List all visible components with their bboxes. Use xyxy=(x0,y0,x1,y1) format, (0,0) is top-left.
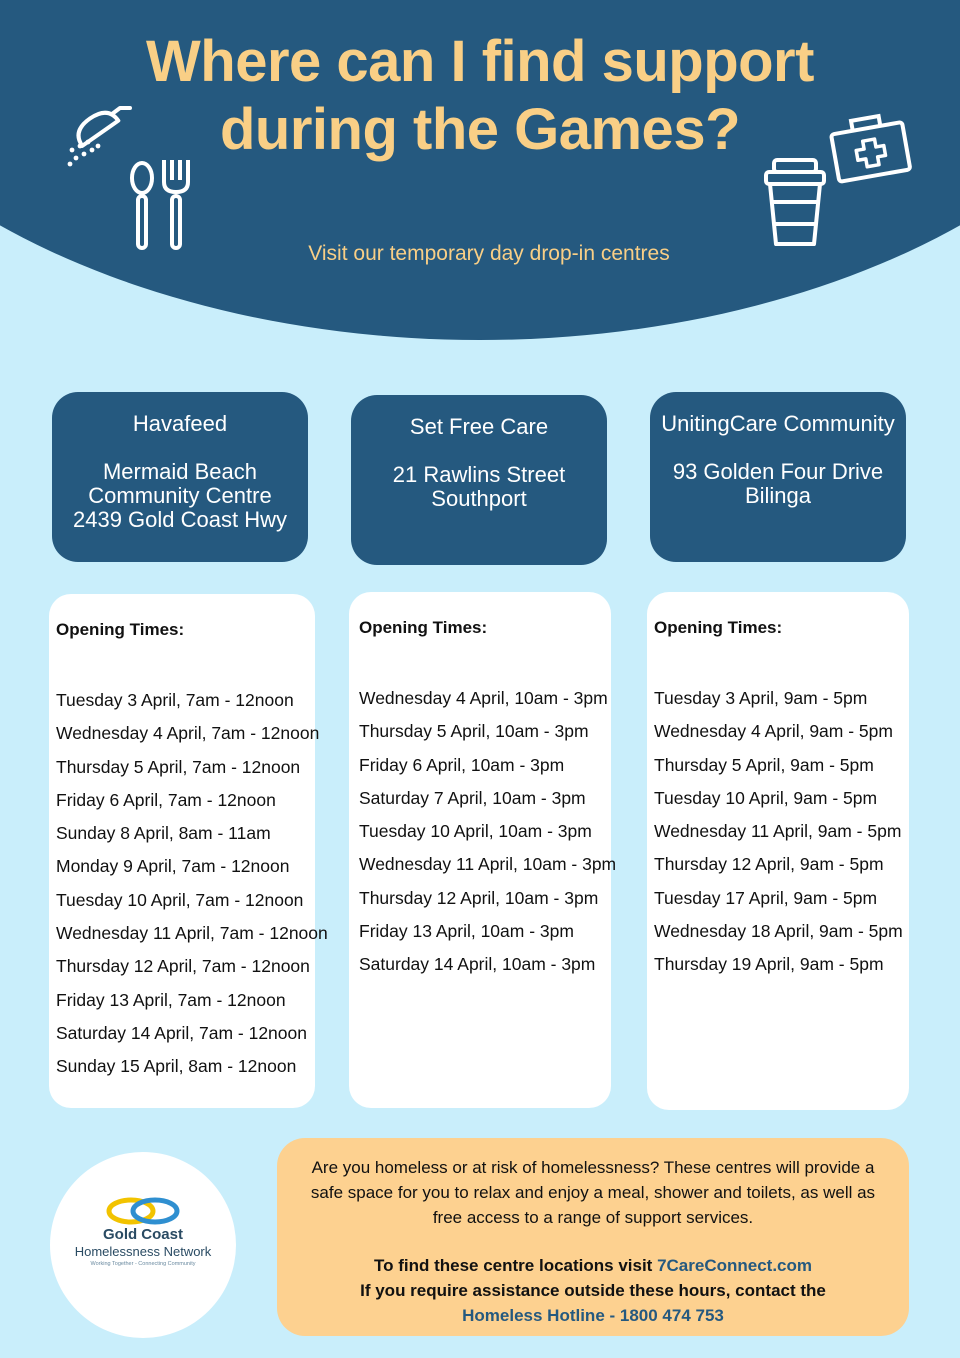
centre-address-line: 2439 Gold Coast Hwy xyxy=(73,507,287,532)
opening-time-item: Monday 9 April, 7am - 12noon xyxy=(56,856,290,877)
centre-card-unitingcare xyxy=(650,392,906,562)
centre-name: Set Free Care xyxy=(409,414,549,439)
title-line-2: during the Games? xyxy=(219,97,740,162)
website-link[interactable]: 7CareConnect.com xyxy=(657,1256,812,1275)
page-title xyxy=(0,28,960,164)
cutlery-icon xyxy=(126,156,196,252)
opening-time-item: Wednesday 18 April, 9am - 5pm xyxy=(654,921,903,942)
hotline-text: Homeless Hotline - 1800 474 753 xyxy=(462,1306,724,1325)
opening-time-item: Saturday 7 April, 10am - 3pm xyxy=(359,787,586,808)
subtitle: Visit our temporary day drop-in centres xyxy=(308,242,670,265)
centre-address-line: 21 Rawlins Street xyxy=(392,462,566,487)
opening-time-item: Wednesday 11 April, 7am - 12noon xyxy=(56,923,328,944)
opening-time-item: Tuesday 17 April, 9am - 5pm xyxy=(654,887,878,908)
opening-time-item: Friday 6 April, 7am - 12noon xyxy=(56,789,276,810)
opening-time-item: Tuesday 10 April, 10am - 3pm xyxy=(359,821,592,842)
opening-time-item: Tuesday 10 April, 7am - 12noon xyxy=(56,889,304,910)
coffee-cup-icon xyxy=(760,156,830,250)
visit-prefix: To find these centre locations visit xyxy=(373,1256,658,1275)
opening-time-item: Wednesday 4 April, 10am - 3pm xyxy=(359,688,608,708)
opening-time-item: Thursday 5 April, 7am - 12noon xyxy=(56,756,301,777)
logo-line-1: Gold Coast xyxy=(102,1226,183,1243)
opening-time-item: Wednesday 4 April, 9am - 5pm xyxy=(654,721,893,742)
opening-time-item: Thursday 5 April, 9am - 5pm xyxy=(654,754,874,775)
opening-times-heading: Opening Times: xyxy=(654,618,783,637)
network-logo xyxy=(50,1152,236,1338)
opening-time-item: Tuesday 3 April, 7am - 12noon xyxy=(56,690,294,710)
opening-times-set-free-care xyxy=(349,592,617,1108)
linked-rings-icon xyxy=(104,1196,182,1226)
centre-card-havafeed xyxy=(52,392,308,562)
centre-address-line: Southport xyxy=(431,486,527,511)
logo-line-2: Homelessness Network xyxy=(74,1244,212,1259)
opening-times-unitingcare xyxy=(647,592,909,1110)
centre-card-set-free-care xyxy=(351,395,607,565)
opening-time-item: Friday 6 April, 10am - 3pm xyxy=(359,754,565,775)
opening-time-item: Saturday 14 April, 7am - 12noon xyxy=(56,1022,307,1043)
opening-time-item: Thursday 12 April, 7am - 12noon xyxy=(56,956,310,977)
centre-name: UnitingCare Community xyxy=(661,411,895,436)
opening-time-item: Thursday 12 April, 10am - 3pm xyxy=(359,887,599,908)
opening-time-item: Thursday 5 April, 10am - 3pm xyxy=(359,721,589,742)
assist-text: If you require assistance outside these hours, contact the xyxy=(360,1281,826,1300)
opening-time-item: Wednesday 4 April, 7am - 12noon xyxy=(56,723,320,744)
opening-time-item: Saturday 14 April, 10am - 3pm xyxy=(359,954,596,975)
opening-time-item: Thursday 12 April, 9am - 5pm xyxy=(654,854,884,875)
centre-name: Havafeed xyxy=(132,411,228,436)
centre-address-line: 93 Golden Four Drive xyxy=(672,459,884,484)
opening-times-havafeed xyxy=(49,594,328,1108)
info-body: Are you homeless or at risk of homelessness? These centres will provide a safe space for you to relax and enjoy a meal, shower and toilets, as well as free access to a range of support services. xyxy=(310,1158,876,1227)
opening-times-heading: Opening Times: xyxy=(56,620,185,639)
centre-address-line: Bilinga xyxy=(744,483,812,508)
opening-time-item: Wednesday 11 April, 9am - 5pm xyxy=(654,821,902,842)
centre-address-line: Community Centre xyxy=(88,483,272,508)
title-line-1: Where can I find support xyxy=(146,29,814,94)
opening-time-item: Thursday 19 April, 9am - 5pm xyxy=(654,954,884,975)
opening-time-item: Sunday 8 April, 8am - 11am xyxy=(56,823,271,844)
opening-time-item: Sunday 15 April, 8am - 12noon xyxy=(56,1056,297,1077)
first-aid-kit-icon xyxy=(826,104,914,184)
opening-time-item: Friday 13 April, 10am - 3pm xyxy=(359,921,574,942)
opening-times-heading: Opening Times: xyxy=(359,618,488,637)
info-cta xyxy=(277,1253,909,1328)
centre-address-line: Mermaid Beach xyxy=(102,459,258,484)
logo-tagline: Working Together - Connecting Community xyxy=(90,1261,196,1267)
opening-time-item: Friday 13 April, 7am - 12noon xyxy=(56,989,286,1010)
opening-time-item: Wednesday 11 April, 10am - 3pm xyxy=(359,854,617,875)
opening-time-item: Tuesday 10 April, 9am - 5pm xyxy=(654,787,878,808)
info-box xyxy=(277,1138,909,1336)
opening-time-item: Tuesday 3 April, 9am - 5pm xyxy=(654,688,868,708)
